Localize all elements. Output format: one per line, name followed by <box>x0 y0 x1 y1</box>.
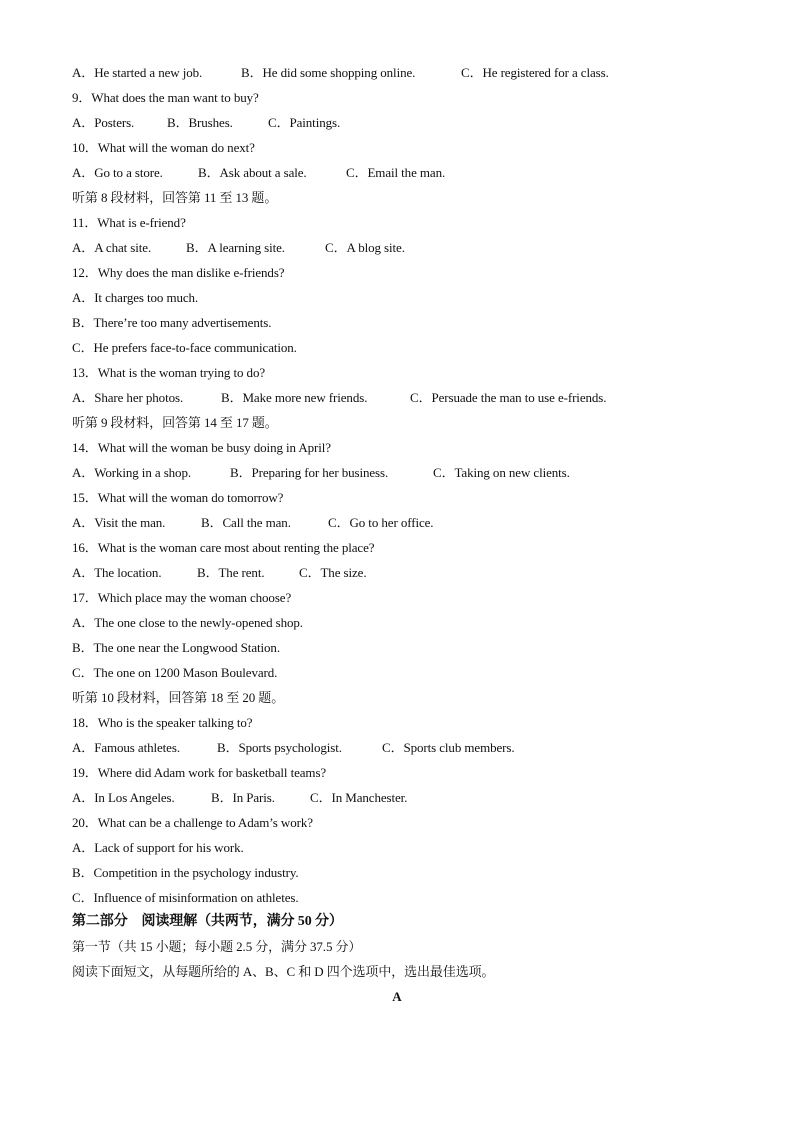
question-12: 12．Why does the man dislike e-friends? <box>72 265 285 280</box>
option-a: A．In Los Angeles. <box>72 790 175 805</box>
option-a: A．Famous athletes. <box>72 740 180 755</box>
question-13: 13．What is the woman trying to do? <box>72 365 266 380</box>
question-17: 17．Which place may the woman choose? <box>72 590 292 605</box>
option-a: A．Posters. <box>72 115 135 130</box>
option-c: C．Influence of misinformation on athletes. <box>72 890 299 905</box>
part-heading: 第二部分 阅读理解（共两节，满分 50 分） <box>72 914 343 929</box>
option-b: B．Preparing for her business. <box>230 465 389 480</box>
option-a: A．He started a new job. <box>72 65 203 80</box>
option-c: C．Email the man. <box>346 165 446 180</box>
option-b: B．In Paris. <box>211 790 275 805</box>
question-16: 16．What is the woman care most about renting the place? <box>72 540 375 555</box>
option-a: A．Lack of support for his work. <box>72 840 244 855</box>
option-c: C．In Manchester. <box>310 790 408 805</box>
option-b: B．Competition in the psychology industry. <box>72 865 299 880</box>
question-20: 20．What can be a challenge to Adam’s work? <box>72 815 313 830</box>
option-b: B．He did some shopping online. <box>241 65 416 80</box>
option-b: B．Sports psychologist. <box>217 740 342 755</box>
option-b: B．Brushes. <box>167 115 233 130</box>
question-14: 14．What will the woman be busy doing in April? <box>72 440 331 455</box>
option-b: B．Make more new friends. <box>221 390 368 405</box>
option-a: A．The one close to the newly-opened shop. <box>72 615 303 630</box>
option-a: A．Share her photos. <box>72 390 184 405</box>
question-19: 19．Where did Adam work for basketball teams? <box>72 765 327 780</box>
question-9: 9．What does the man want to buy? <box>72 90 259 105</box>
option-a: A．Working in a shop. <box>72 465 191 480</box>
option-a: A．A chat site. <box>72 240 152 255</box>
option-c: C．The size. <box>299 565 367 580</box>
option-c: C．The one on 1200 Mason Boulevard. <box>72 665 278 680</box>
option-b: B．The rent. <box>197 565 265 580</box>
section-heading: 第一节（共 15 小题；每小题 2.5 分，满分 37.5 分） <box>72 939 362 954</box>
section-instruction: 听第 9 段材料，回答第 14 至 17 题。 <box>72 415 278 430</box>
option-c: C．Go to her office. <box>328 515 434 530</box>
option-c: C．Persuade the man to use e-friends. <box>410 390 607 405</box>
option-a: A．Go to a store. <box>72 165 163 180</box>
option-b: B．Ask about a sale. <box>198 165 307 180</box>
option-c: C．A blog site. <box>325 240 405 255</box>
section-instruction: 听第 10 段材料，回答第 18 至 20 题。 <box>72 690 285 705</box>
option-b: B．A learning site. <box>186 240 285 255</box>
question-18: 18．Who is the speaker talking to? <box>72 715 253 730</box>
option-a: A．The location. <box>72 565 162 580</box>
option-b: B．The one near the Longwood Station. <box>72 640 280 655</box>
option-c: C．Paintings. <box>268 115 341 130</box>
option-c: C．He prefers face-to-face communication. <box>72 340 297 355</box>
option-c: C．He registered for a class. <box>461 65 609 80</box>
question-10: 10．What will the woman do next? <box>72 140 255 155</box>
question-15: 15．What will the woman do tomorrow? <box>72 490 284 505</box>
section-instruction: 听第 8 段材料，回答第 11 至 13 题。 <box>72 190 278 205</box>
question-11: 11．What is e-friend? <box>72 215 186 230</box>
option-b: B．Call the man. <box>201 515 291 530</box>
option-c: C．Sports club members. <box>382 740 515 755</box>
reading-instruction: 阅读下面短文，从每题所给的 A、B、C 和 D 四个选项中，选出最佳选项。 <box>72 964 495 979</box>
passage-label: A <box>392 989 402 1004</box>
option-a: A．It charges too much. <box>72 290 199 305</box>
option-b: B．There’re too many advertisements. <box>72 315 272 330</box>
option-a: A．Visit the man. <box>72 515 166 530</box>
option-c: C．Taking on new clients. <box>433 465 570 480</box>
